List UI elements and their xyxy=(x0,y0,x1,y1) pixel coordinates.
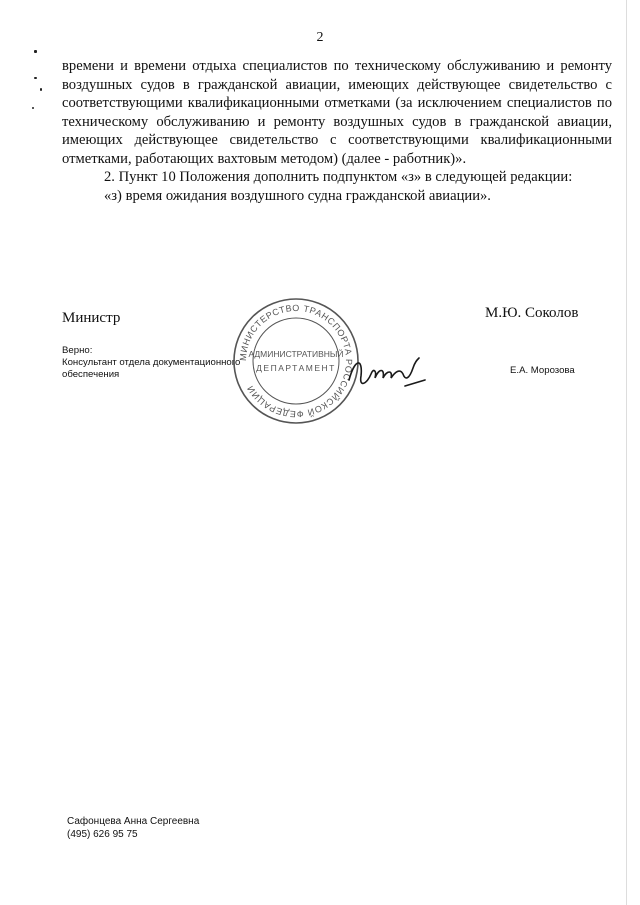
paragraph-subitem: «з) время ожидания воздушного судна гражданской авиации». xyxy=(104,187,491,204)
stamp-center-line1: АДМИНИСТРАТИВНЫЙ xyxy=(248,349,344,359)
page-number: 2 xyxy=(316,30,324,45)
stamp-ring-text: МИНИСТЕРСТВО ТРАНСПОРТА РОССИЙСКОЙ ФЕДЕРАЦИИ xyxy=(237,302,355,420)
executor-name: Сафонцева Анна Сергеевна xyxy=(67,816,200,827)
paragraph-amendment: 2. Пункт 10 Положения дополнить подпунктом «з» в следующей редакции: xyxy=(104,169,573,185)
executor-block xyxy=(67,815,199,841)
certification-title: Консультант отдела документационного обеспечения xyxy=(62,357,241,380)
body-text xyxy=(62,57,612,205)
scan-speck xyxy=(40,88,42,91)
stamp-center-line2: ДЕПАРТАМЕНТ xyxy=(256,363,336,373)
certifier-name: Е.А. Морозова xyxy=(510,365,575,376)
official-stamp xyxy=(232,297,360,425)
paragraph-continuation: времени и времени отдыха специалистов по техническому обслуживанию и ремонту воздушных судов в гражданской авиации, имеющих действующее свидетельство с соответствующими квалификационными отметками (за исключением специалистов по техническому обслуживанию и ремонту воздушных судов в гражданской авиации, имеющих действующее свидетельство с соответствующими квалификационными отметками, работающих вахтовым методом) (далее - работник)». xyxy=(62,58,612,167)
signatory-name: М.Ю. Соколов xyxy=(485,305,579,321)
signatory-position: Министр xyxy=(62,310,121,326)
scan-speck xyxy=(34,77,37,79)
handwritten-signature xyxy=(345,350,430,395)
scan-speck xyxy=(32,107,34,109)
executor-phone: (495) 626 95 75 xyxy=(67,829,138,840)
certification-label: Верно: xyxy=(62,345,93,356)
scan-speck xyxy=(34,50,37,53)
scan-edge xyxy=(626,0,627,905)
svg-text:МИНИСТЕРСТВО ТРАНСПОРТА РОССИЙ xyxy=(238,303,354,419)
